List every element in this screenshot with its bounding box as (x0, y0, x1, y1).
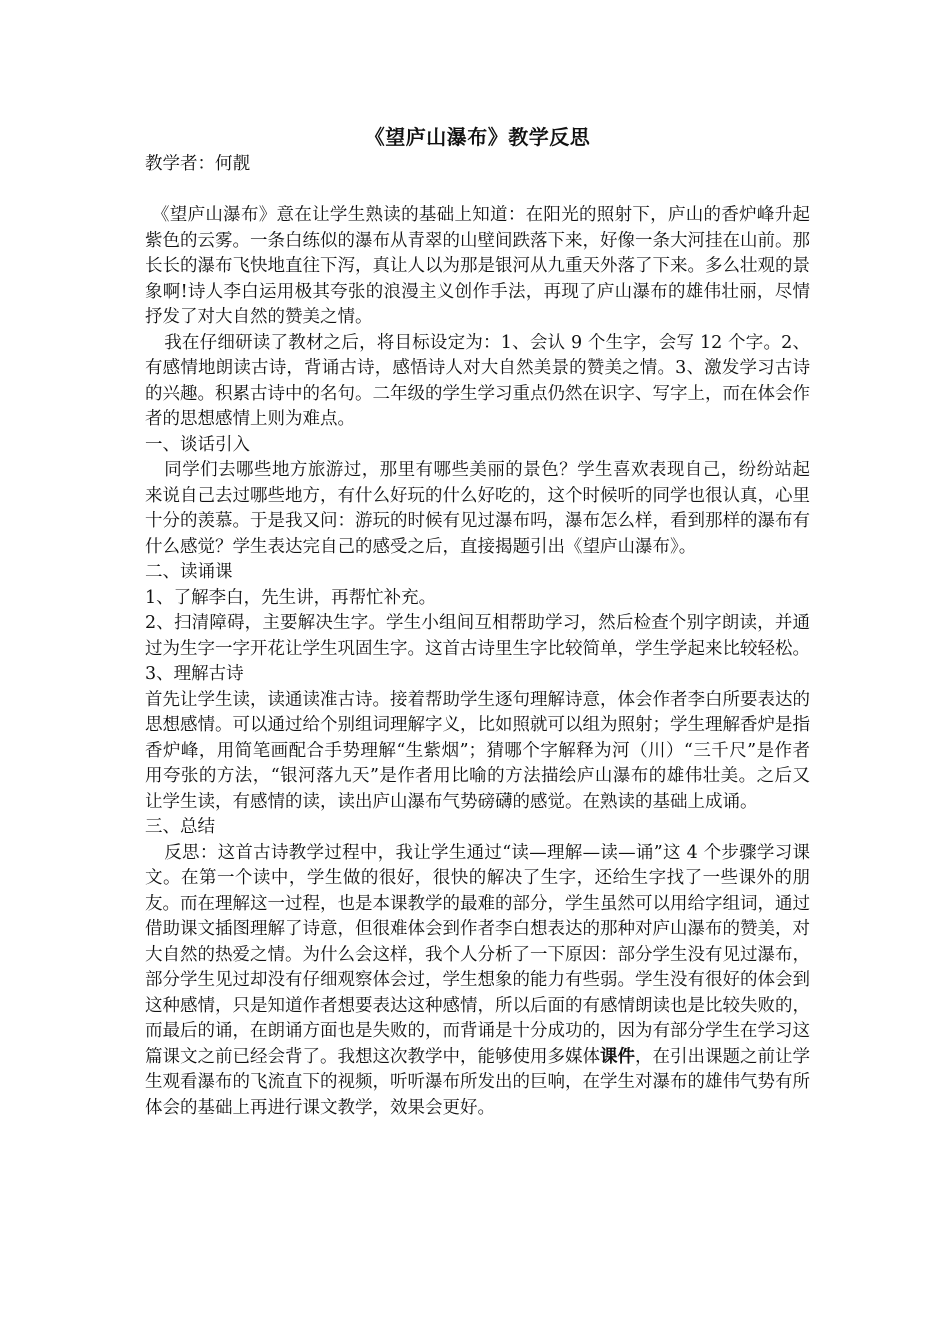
section2-item3-heading: 3、理解古诗 (145, 664, 244, 684)
document-page (145, 118, 810, 1121)
intro-paragraph: 《望庐山瀑布》意在让学生熟读的基础上知道：在阳光的照射下，庐山的香炉峰升起紫色的云雾。一条白练似的瀑布从青翠的山壁间跌落下来，好像一条大河挂在山前。那长长的瀑布飞快地直往下泻，真让人以为那是银河从九重天外落了下来。多么壮观的景象啊!诗人李白运用极其夸张的浪漫主义创作手法，再现了庐山瀑布的雄伟壮丽，尽情抒发了对大自然的赞美之情。 (145, 205, 810, 327)
document-title: 《望庐山瀑布》教学反思 (364, 125, 591, 149)
blank-line (145, 178, 810, 204)
section1-paragraph: 同学们去哪些地方旅游过，那里有哪些美丽的景色？学生喜欢表现自己，纷纷站起来说自己去过哪些地方，有什么好玩的什么好吃的，这个时候听的同学也很认真，心里十分的羡慕。于是我又问：游玩的时候有见过瀑布吗，瀑布怎么样，看到那样的瀑布有什么感觉？学生表达完自己的感受之后，直接揭题引出《望庐山瀑布》。 (145, 460, 810, 557)
section2-item2: 2、扫清障碍，主要解决生字。学生小组间互相帮助学习，然后检查个别字朗读，并通过为生字一字开花让学生巩固生字。这首古诗里生字比较简单，学生学起来比较轻松。 (145, 613, 810, 659)
section3-bold-term: 课件 (600, 1046, 635, 1067)
section2-heading: 二、读诵课 (145, 562, 233, 582)
section1-heading: 一、谈话引入 (145, 434, 250, 455)
goals-paragraph: 我在仔细研读了教材之后，将目标设定为：1、会认 9 个生字，会写 12 个字。2、有感情地朗读古诗，背诵古诗，感悟诗人对大自然美景的赞美之情。3、激发学习古诗的兴趣。积累古诗中的名句。二年级的学生学习重点仍然在识字、写字上，而在体会作者的思想感情上则为难点。 (145, 332, 810, 429)
section3-heading: 三、总结 (145, 817, 215, 837)
section3-paragraph (145, 841, 810, 1122)
section2-item3-paragraph: 首先让学生读，读通读准古诗。接着帮助学生逐句理解诗意，体会作者李白所要表达的思想感情。可以通过给个别组词理解字义，比如照就可以组为照射；学生理解香炉是指香炉峰，用简笔画配合手势理解“生紫烟”；猜哪个字解释为河（川）“三千尺”是作者用夸张的方法，“银河落九天”是作者用比喻的方法描绘庐山瀑布的雄伟壮美。之后又让学生读，有感情的读，读出庐山瀑布气势磅礴的感觉。在熟读的基础上成诵。 (145, 689, 810, 812)
section2-item1: 1、了解李白，先生讲，再帮忙补充。 (145, 587, 437, 608)
section3-text-part2: ，在引出课题之前让学生观看瀑布的飞流直下的视频，听听瀑布所发出的巨响，在学生对瀑布的雄伟气势有所体会的基础上再进行课文教学，效果会更好。 (145, 1046, 810, 1118)
author-line: 教学者：何靓 (145, 154, 250, 174)
section3-text-part1: 反思：这首古诗教学过程中，我让学生通过“读—理解—读—诵”这 4 个步骤学习课文。在第一个读中，学生做的很好，很快的解决了生字，还给生字找了一些课外的朋友。而在理解这一过程，也是本课教学的最难的部分，学生虽然可以用给字组词，通过借助课文插图理解了诗意，但很难体会到作者李白想表达的那种对庐山瀑布的赞美，对大自然的热爱之情。为什么会这样，我个人分析了一下原因：部分学生没有见过瀑布，部分学生见过却没有仔细观察体会过，学生想象的能力有些弱。学生没有很好的体会到这种感情，只是知道作者想要表达这种感情，所以后面的有感情朗读也是比较失败的，而最后的诵，在朗诵方面也是失败的，而背诵是十分成功的，因为有部分学生在学习这篇课文之前已经会背了。我想这次教学中，能够使用多媒体 (145, 842, 810, 1067)
